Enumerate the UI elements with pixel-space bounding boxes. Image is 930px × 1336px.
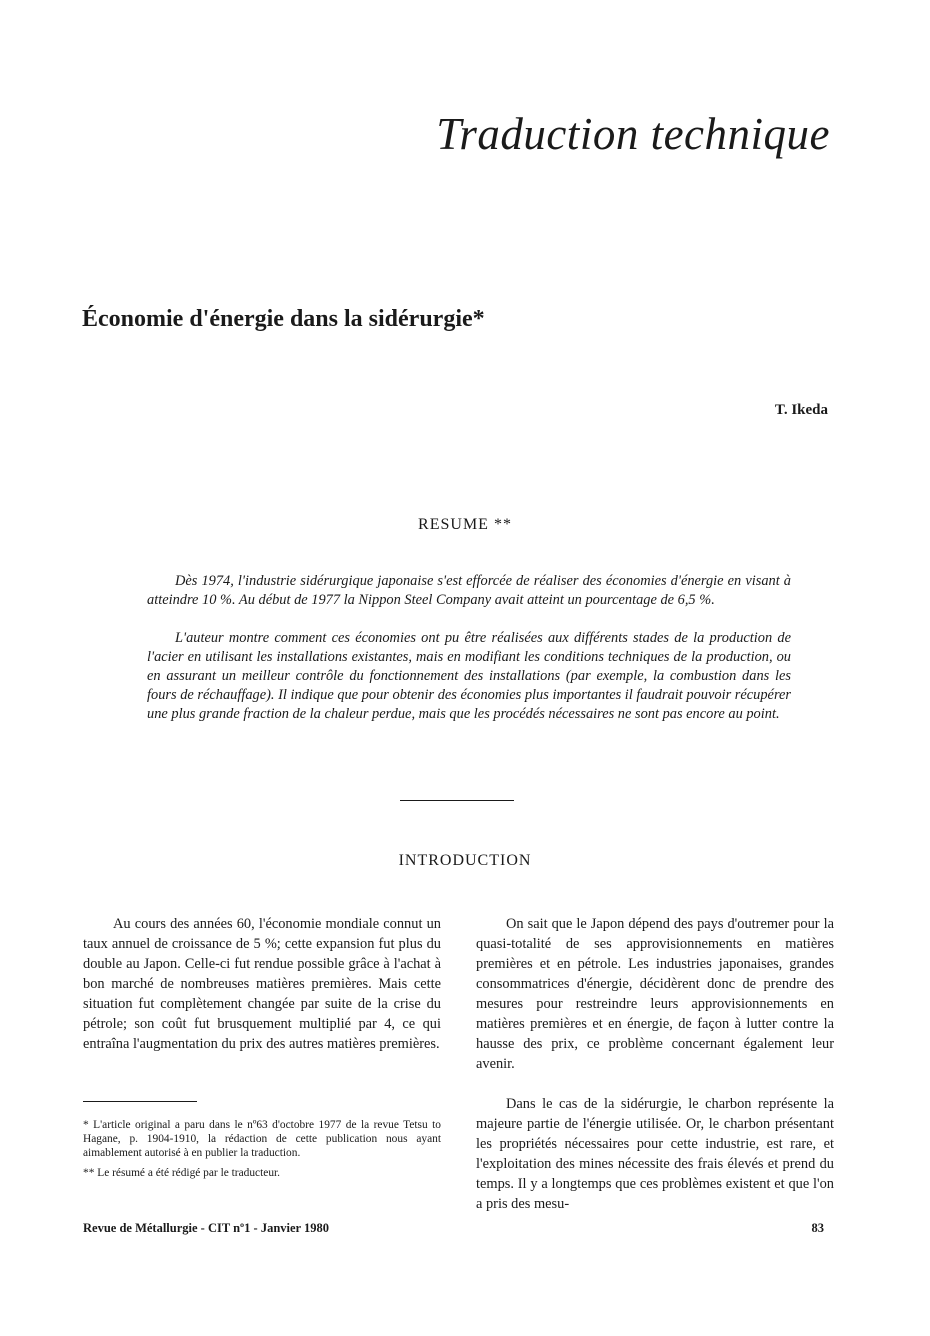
- body-column-right: [476, 914, 834, 1234]
- body-column-left: [83, 914, 441, 1074]
- footnote: * L'article original a paru dans le nº63 d'octobre 1977 de la revue Tetsu to Hagane, p. 1904-1910, la rédaction de cette publication nous ayant aimablement autorisé à en publier la traduction.: [83, 1119, 441, 1159]
- journal-footer: Revue de Métallurgie - CIT nº1 - Janvier 1980: [83, 1221, 330, 1235]
- resume-heading: RESUME **: [418, 516, 512, 533]
- body-paragraph: Au cours des années 60, l'économie mondiale connut un taux annuel de croissance de 5 %; cette expansion fut plus du double au Japon. Celle-ci fut rendue possible grâce à l'achat à bon marché de nombreuses matières premières. Mais cette situation fut complètement changée par suite de la crise du pétrole; son coût fut brusquement multiplié par 4, ce qui entraîna l'augmentation du prix des autres matières premières.: [83, 916, 441, 1052]
- body-paragraph: On sait que le Japon dépend des pays d'outremer pour la quasi-totalité de ses approvisionnements en matières premières et en pétrole. Les industries japonaises, grandes consommatrices d'énergie, décidèrent donc de prendre des mesures pour restreindre leurs approvisionnements en matières premières et en énergie, de façon à lutter contre la hausse des prix, ce problème concernant également leur avenir.: [476, 916, 834, 1072]
- footnotes: [83, 1118, 441, 1186]
- article-title: Économie d'énergie dans la sidérurgie*: [82, 306, 485, 332]
- footnote: ** Le résumé a été rédigé par le traducteur.: [83, 1167, 281, 1179]
- author-name: T. Ikeda: [774, 402, 828, 418]
- abstract-paragraph: L'auteur montre comment ces économies ont pu être réalisées aux différents stades de la production de l'acier en utilisant les installations existantes, mais en modifiant les conditions techniques de la production, ou en assurant un meilleur contrôle du fonctionnement des installations (par exemple, la combustion dans les fours de réchauffage). Il indique que pour obtenir des économies plus importantes il faudrait pouvoir récupérer une plus grande fraction de la chaleur perdue, mais que les procédés nécessaires ne sont pas encore au point.: [147, 630, 791, 722]
- page-number: 83: [811, 1221, 824, 1235]
- abstract: [147, 572, 791, 743]
- footnote-separator: [83, 1101, 197, 1102]
- abstract-paragraph: Dès 1974, l'industrie sidérurgique japonaise s'est efforcée de réaliser des économies d'énergie en visant à atteindre 10 %. Au début de 1977 la Nippon Steel Company avait atteint un pourcentage de 6,5 %.: [147, 573, 791, 608]
- section-title: Traduction technique: [436, 109, 830, 159]
- section-divider: [400, 800, 514, 801]
- body-paragraph: Dans le cas de la sidérurgie, le charbon représente la majeure partie de l'énergie utilisée. Or, le charbon présentant les propriétés nécessaires pour cette industrie, est rare, et l'exploitation des mines nécessite des frais élevés et prend du temps. Il y a longtemps que ces problèmes existent et que l'on a pris des mesu-: [476, 1096, 834, 1212]
- introduction-heading: INTRODUCTION: [398, 852, 532, 869]
